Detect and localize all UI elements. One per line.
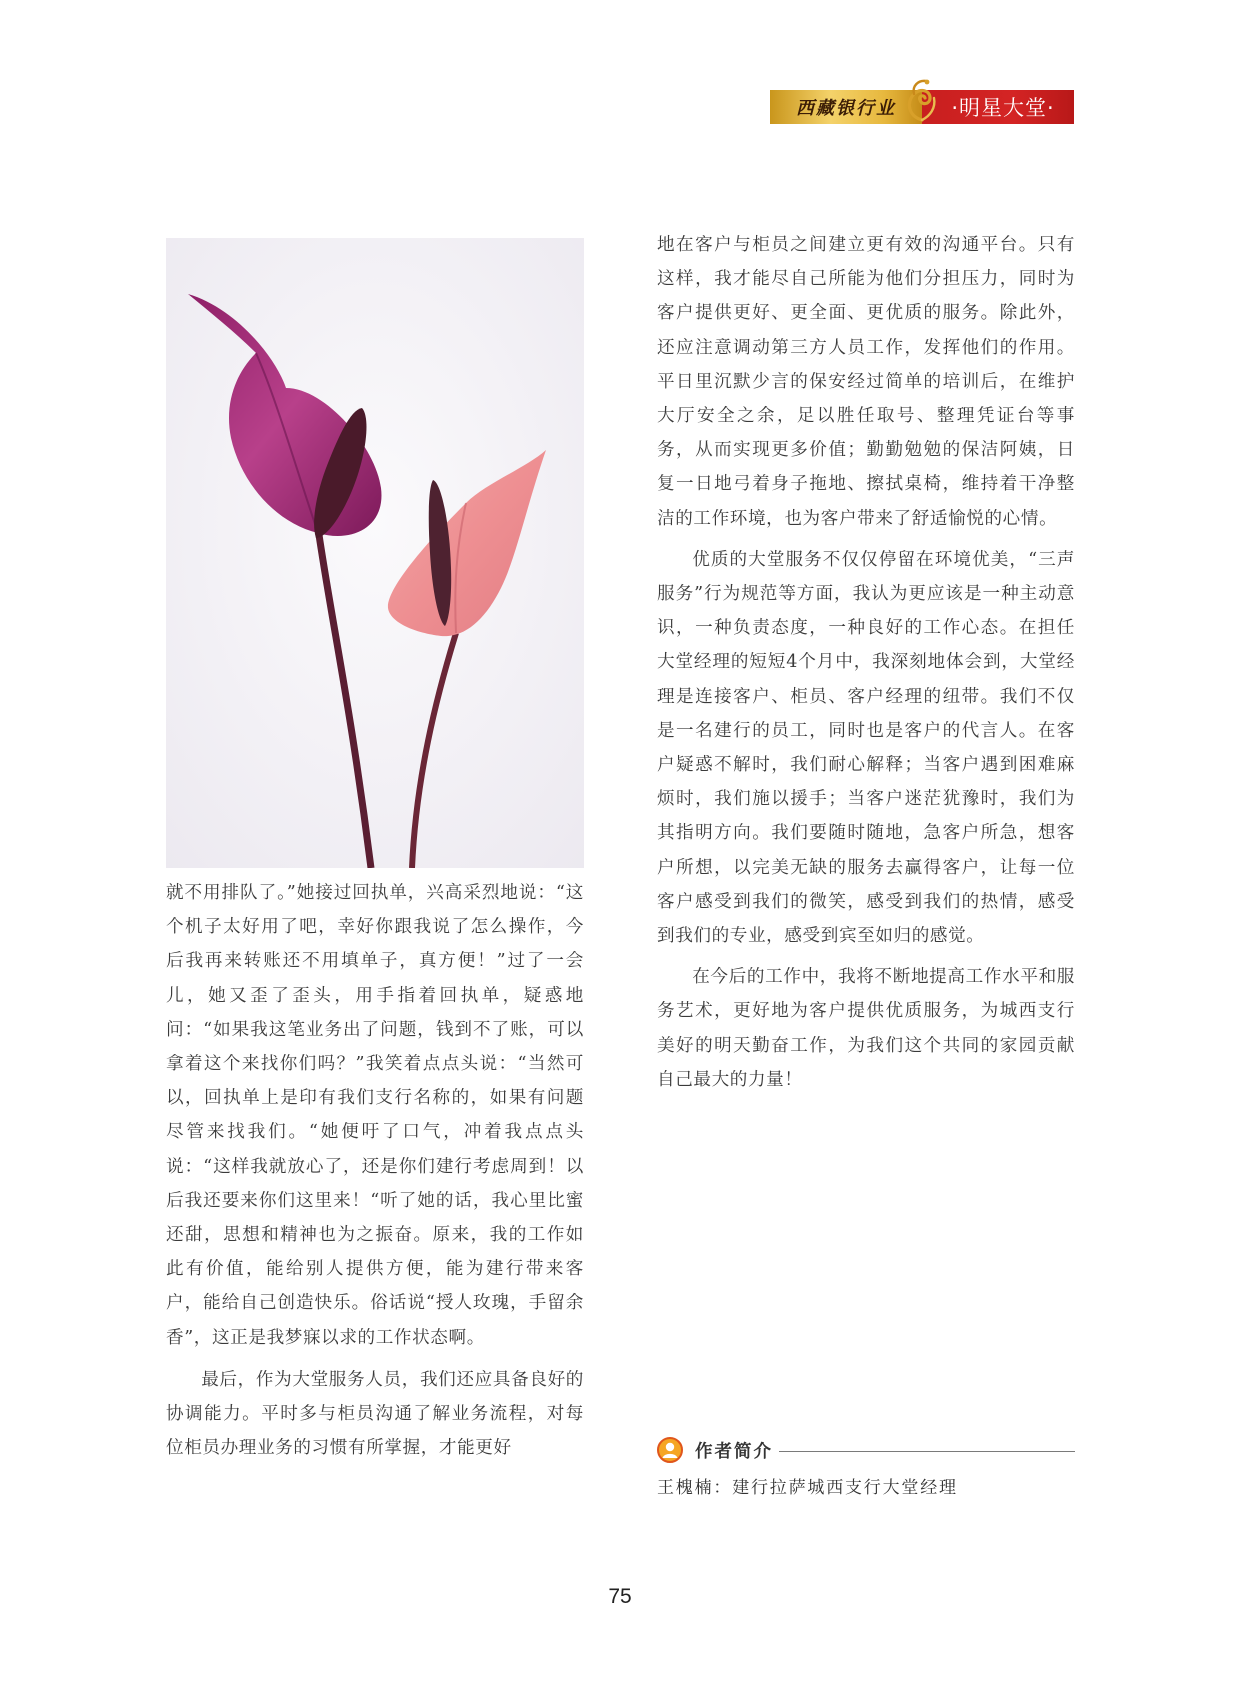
right-column-text [657,228,1075,1097]
section-label [922,90,1074,124]
left-column-text [166,876,584,1465]
page-number: 75 [608,1585,632,1608]
paragraph: 最后，作为大堂服务人员，我们还应具备良好的协调能力。平时多与柜员沟通了解业务流程，对每位柜员办理业务的习惯有所掌握，才能更好 [166,1369,584,1459]
author-description: 王槐楠：建行拉萨城西支行大堂经理 [657,1478,958,1498]
anthurium-illustration [166,238,584,868]
person-icon [657,1437,683,1463]
paragraph: 优质的大堂服务不仅仅停留在环境优美，“三声服务”行为规范等方面，我认为更应该是一种主动意识，一种负责态度，一种良好的工作心态。在担任大堂经理的短短4个月中，我深刻地体会到，大堂经理是连接客户、柜员、客户经理的纽带。我们不仅是一名建行的员工，同时也是客户的代言人。在客户疑惑不解时，我们耐心解释；当客户遇到困难麻烦时，我们施以援手；当客户迷茫犹豫时，我们为其指明方向。我们要随时随地，急客户所急，想客户所想，以完美无缺的服务去赢得客户，让每一位客户感受到我们的微笑，感受到我们的热情，感受到我们的专业，感受到宾至如归的感觉。 [657,549,1075,947]
section-text: ·明星大堂· [951,96,1055,120]
brand-text: 西藏银行业 [796,98,896,119]
anthurium-photo [166,238,584,868]
section-banner [770,90,1074,124]
paragraph: 就不用排队了。”她接过回执单，兴高采烈地说：“这个机子太好用了吧，幸好你跟我说了怎么操作，今后我再来转账还不用填单子，真方便！”过了一会儿，她又歪了歪头，用手指着回执单，疑惑地问：“如果我这笔业务出了问题，钱到不了账，可以拿着这个来找你们吗？”我笑着点点头说：“当然可以，回执单上是印有我们支行名称的，如果有问题尽管来找我们。“她便吁了口气，冲着我点点头说：“这样我就放心了，还是你们建行考虑周到！以后我还要来你们这里来！“听了她的话，我心里比蜜还甜，思想和精神也为之振奋。原来，我的工作如此有价值，能给别人提供方便，能为建行带来客户，能给自己创造快乐。俗话说“授人玫瑰，手留余香”，这正是我梦寐以求的工作状态啊。 [166,883,584,1348]
paragraph: 在今后的工作中，我将不断地提高工作水平和服务艺术，更好地为客户提供优质服务，为城西支行美好的明天勤奋工作，为我们这个共同的家园贡献自己最大的力量！ [657,967,1075,1090]
swirl-ornament-icon [900,76,944,124]
author-title: 作者简介 [695,1441,773,1462]
divider [779,1451,1075,1452]
paragraph: 地在客户与柜员之间建立更有效的沟通平台。只有这样，我才能尽自己所能为他们分担压力，同时为客户提供更好、更全面、更优质的服务。除此外，还应注意调动第三方人员工作，发挥他们的作用。平日里沉默少言的保安经过简单的培训后，在维护大厅安全之余，足以胜任取号、整理凭证台等事务，从而实现更多价值；勤勤勉勉的保洁阿姨，日复一日地弓着身子拖地、擦拭桌椅，维持着干净整洁的工作环境，也为客户带来了舒适愉悦的心情。 [657,235,1075,529]
author-heading [657,1435,1075,1465]
